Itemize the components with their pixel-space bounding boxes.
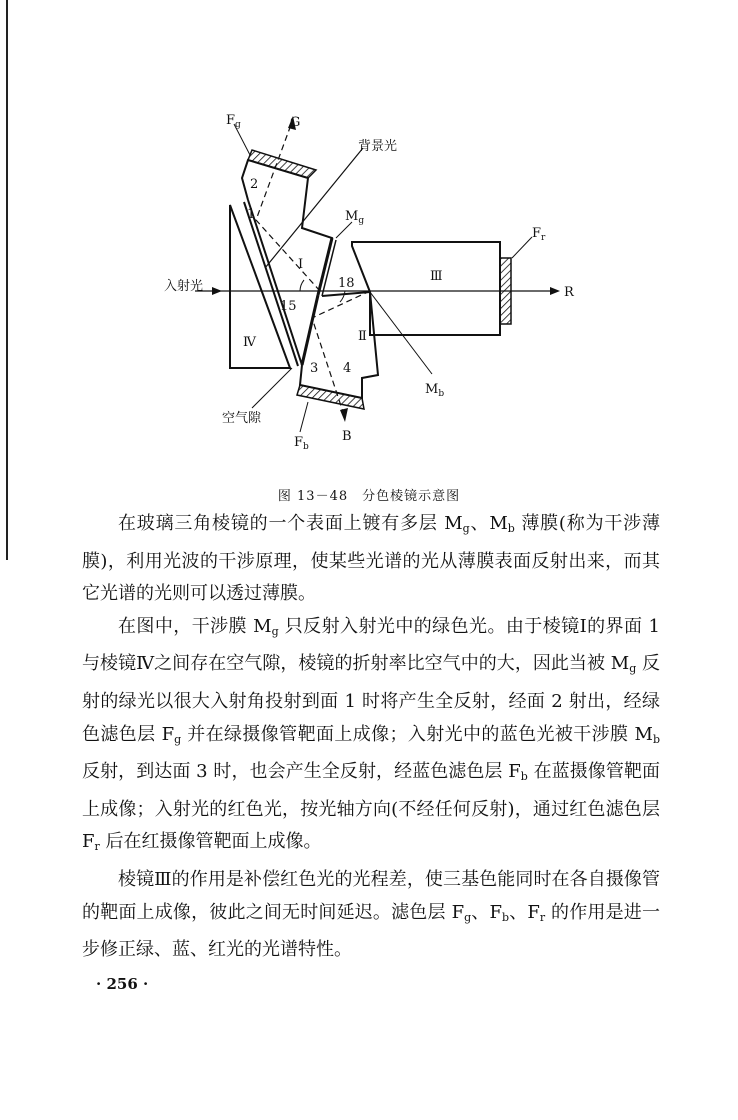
label-face-1: 1	[247, 207, 256, 222]
prism-diagram-svg	[140, 110, 600, 465]
prism-4-shape	[230, 205, 290, 368]
body-text	[82, 508, 660, 967]
label-fr: $F_r$	[532, 226, 546, 243]
paragraph-2: 在图中，干涉膜 $M_g$ 只反射入射光中的绿色光。由于棱镜Ⅰ的界面 1 与棱镜Ⅳ之间存在空气隙，棱镜的折射率比空气中的大，因此当被 $M_g$ 反射的绿光以很大入射角投射到面 1 时将产生全反射，经面 2 射出，经绿色滤色层 $F_g$ 并在绿摄像管靶面上成像；入射光中的蓝色光被干涉膜 $M_b$ 反射，到达面 3 时，也会产生全反射，经蓝色滤色层 $F_b$ 在蓝摄像管靶面上成像；入射光的红色光，按光轴方向(不经任何反射)，通过红色滤色层 $F_r$ 后在红摄像管靶面上成像。	[82, 615, 660, 854]
prism-2-shape	[300, 292, 378, 398]
arrow-b	[340, 408, 348, 422]
label-angle-18: 18	[338, 276, 355, 291]
label-air-gap: 空气隙	[222, 411, 262, 426]
label-fb: $F_b$	[294, 435, 309, 452]
dichroic-prism-diagram	[140, 110, 600, 465]
page-binding-line	[6, 0, 8, 560]
label-r: R	[564, 285, 574, 300]
label-prism-3: Ⅲ	[430, 269, 443, 284]
label-face-3: 3	[310, 361, 319, 376]
label-fg: $F_g$	[226, 113, 241, 130]
output-arrow-r	[550, 287, 560, 295]
label-mg: $M_g$	[345, 209, 365, 226]
mb-coating-line	[322, 292, 370, 296]
label-incident-light: 入射光	[164, 279, 204, 294]
page-number: · 256 ·	[96, 975, 149, 993]
prism-3-shape	[352, 242, 500, 335]
label-prism-1: Ⅰ	[298, 257, 304, 272]
label-prism-4: Ⅳ	[243, 335, 256, 350]
paragraph-1: 在玻璃三角棱镜的一个表面上镀有多层 $M_g$、$M_b$ 薄膜(称为干涉薄膜)，利用光波的干涉原理，使某些光谱的光从薄膜表面反射出来，而其它光谱的光则可以透过薄膜。	[82, 513, 660, 605]
label-g: G	[290, 115, 301, 130]
label-mb: $M_b$	[425, 382, 445, 399]
label-angle-15: 15	[280, 299, 297, 314]
label-background-light: 背景光	[358, 139, 398, 154]
incident-arrow	[212, 287, 222, 295]
paragraph-3: 棱镜Ⅲ的作用是补偿红色光的光程差，使三基色能同时在各自摄像管的靶面上成像，彼此之间无时间延迟。滤色层 $F_g$、$F_b$、$F_r$ 的作用是进一步修正绿、蓝、红光的光谱特性。	[82, 868, 660, 961]
label-b: B	[342, 429, 352, 444]
label-prism-2: Ⅱ	[358, 329, 367, 344]
label-face-4: 4	[343, 361, 352, 376]
figure-caption: 图 13－48 分色棱镜示意图	[277, 489, 461, 504]
label-face-2: 2	[250, 177, 259, 192]
